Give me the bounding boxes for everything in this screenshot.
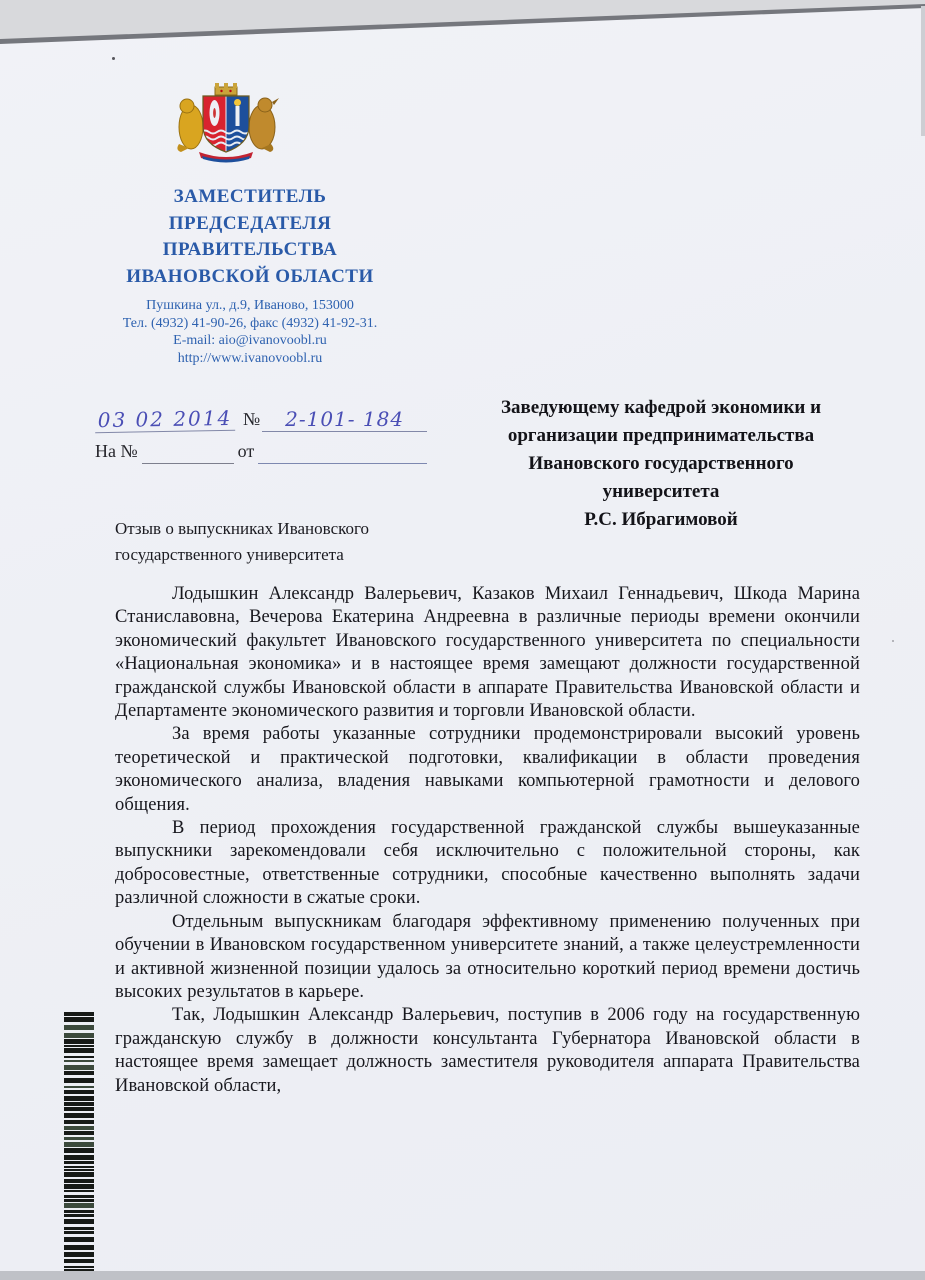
- letterhead-title: [60, 184, 440, 290]
- barcode-bar: [64, 1179, 94, 1183]
- barcode-bar: [64, 1012, 94, 1016]
- barcode-bar: [64, 1131, 94, 1135]
- barcode-bar: [64, 1048, 94, 1053]
- address-line: Тел. (4932) 41-90-26, факс (4932) 41-92-31.: [122, 315, 378, 331]
- recipient-line: Заведующему кафедрой экономики и: [500, 397, 822, 418]
- barcode-bar: [64, 1142, 94, 1147]
- email-line: E-mail: aio@ivanovoobl.ru: [173, 333, 327, 348]
- number-sign-label: №: [243, 409, 261, 429]
- handwritten-outgoing-number: 2-101- 184: [262, 407, 427, 432]
- coat-of-arms-icon: [171, 82, 281, 171]
- blank-reply-number-line: [142, 463, 234, 464]
- barcode-bar: [64, 1190, 94, 1192]
- barcode-bar: [64, 1266, 94, 1268]
- recipient-line: университета: [602, 481, 720, 502]
- barcode-bar: [64, 1214, 94, 1217]
- body-paragraph: За время работы указанные сотрудники продемонстрировали высокий уровень теоретической и практической подготовки, квалификации в области проведения экономического анализа, владения навыками компьютерной грамотности и делового общения.: [115, 724, 860, 815]
- barcode-bar: [64, 1060, 94, 1062]
- barcode-bar: [64, 1078, 94, 1083]
- subject-line: Отзыв о выпускниках Ивановского государственного университета: [115, 519, 370, 564]
- paper-right-edge: [921, 6, 925, 136]
- blank-reply-date-line: [258, 463, 427, 464]
- paper-bottom-edge: [0, 1271, 925, 1280]
- barcode-bar: [64, 1113, 94, 1118]
- barcode-bar: [64, 1120, 94, 1124]
- barcode-bar: [64, 1137, 94, 1140]
- barcode-bar: [64, 1033, 94, 1038]
- barcode-bar: [64, 1071, 94, 1075]
- barcode-bar: [64, 1172, 94, 1177]
- barcode-bar: [64, 1199, 94, 1202]
- barcode-bar: [64, 1203, 94, 1208]
- body-paragraph: Лодышкин Александр Валерьевич, Казаков Михаил Геннадьевич, Шкода Марина Станиславовна, Вечерова Екатерина Андреевна в различные периоды времени окончили экономический факультет Ивановского государственного университета по специальности «Национальная экономика» и в настоящее время замещают должности государственной гражданской службы Ивановской области в аппарате Правительства Ивановской области и Департаменте экономического развития и торговли Ивановской области.: [115, 584, 860, 722]
- letterhead-title-line: ПРАВИТЕЛЬСТВА: [162, 239, 338, 260]
- website-line: http://www.ivanovoobl.ru: [177, 350, 323, 366]
- handwritten-date: 03 02 2014: [95, 406, 235, 433]
- barcode-bar: [64, 1148, 94, 1153]
- barcode-bar: [64, 1102, 94, 1106]
- barcode-bar: [64, 1017, 94, 1022]
- barcode-bar: [64, 1039, 94, 1044]
- barcode-bar: [64, 1065, 94, 1070]
- letter-body: [115, 583, 860, 1098]
- reply-reference-row: [95, 434, 427, 464]
- address-line: Пушкина ул., д.9, Иваново, 153000: [146, 298, 354, 313]
- barcode-bar: [64, 1107, 94, 1111]
- recipient-line: организации предпринимательства: [507, 425, 815, 446]
- date-number-row: [95, 396, 427, 432]
- barcode-bar: [64, 1090, 94, 1094]
- recipient-block: [440, 394, 882, 534]
- barcode-bar: [64, 1237, 94, 1242]
- barcode-bar: [64, 1155, 94, 1160]
- letterhead-title-line: ПРЕДСЕДАТЕЛЯ: [168, 212, 332, 234]
- letterhead-title-line: ИВАНОВСКОЙ ОБЛАСТИ: [126, 265, 374, 287]
- scan-speck: [892, 640, 894, 642]
- scan-speck: [112, 57, 115, 60]
- barcode-bar: [64, 1126, 94, 1130]
- letterhead-address: [60, 297, 440, 367]
- barcode-bar: [64, 1086, 94, 1088]
- barcode-bar: [64, 1259, 94, 1263]
- barcode-bar: [64, 1245, 94, 1250]
- body-paragraph: Отдельным выпускникам благодаря эффективному применению полученных при обучении в Ивановском государственном университете знаний, а также целеустремленности и активной жизненной позиции удалось за относительно короткий период времени достичь высоких результатов в карьере.: [115, 911, 860, 1002]
- body-paragraph: Так, Лодышкин Александр Валерьевич, поступив в 2006 году на государственную гражданскую службу в должности консультанта Губернатора Ивановской области в настоящее время замещает должность заместителя руководителя аппарата Правительства Ивановской области,: [115, 1005, 860, 1096]
- barcode-bar: [64, 1096, 94, 1101]
- barcode-bar: [64, 1184, 94, 1189]
- reply-number-label: На №: [95, 441, 138, 461]
- barcode-bar: [64, 1269, 94, 1271]
- barcode-bar: [64, 1231, 94, 1234]
- reference-block: [95, 396, 427, 464]
- letterhead-title-line: ЗАМЕСТИТЕЛЬ: [173, 186, 327, 207]
- barcode-bar: [64, 1219, 94, 1224]
- barcode-bar: [64, 1166, 94, 1168]
- barcode-bar: [64, 1025, 94, 1030]
- registration-barcode: [64, 1012, 94, 1273]
- letterhead: [60, 82, 440, 367]
- barcode-bar: [64, 1210, 94, 1213]
- barcode-bar: [64, 1227, 94, 1230]
- barcode-bar: [64, 1056, 94, 1058]
- barcode-bar: [64, 1045, 94, 1047]
- barcode-bar: [64, 1195, 94, 1198]
- reply-date-label: от: [237, 441, 255, 461]
- recipient-name: Р.С. Ибрагимовой: [584, 509, 738, 530]
- barcode-bar: [64, 1161, 94, 1164]
- recipient-line: Ивановского государственного: [528, 453, 794, 474]
- barcode-bar: [64, 1252, 94, 1257]
- barcode-bar: [64, 1169, 94, 1171]
- body-paragraph: В период прохождения государственной гражданской службы вышеуказанные выпускники зарекомендовали себя исключительно с положительной стороны, как добросовестные, ответственные сотрудники, способные качественно выполнять задачи различной сложности в сжатые сроки.: [115, 818, 860, 909]
